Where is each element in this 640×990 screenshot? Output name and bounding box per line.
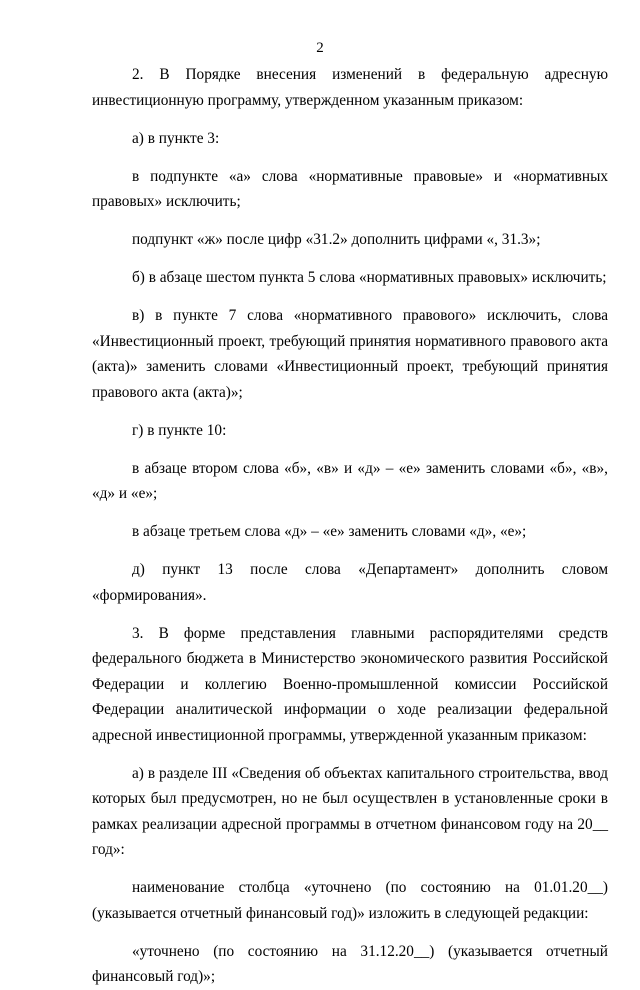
- paragraph-subpoint-zh: подпункт «ж» после цифр «31.2» дополнить цифрами «, 31.3»;: [132, 231, 541, 248]
- paragraph-subpoint-a: в подпункте «а» слова «нормативные правовые» и «нормативных правовых» исключить;: [92, 167, 608, 210]
- paragraph-sub-a-point-3: а) в пункте 3:: [132, 129, 220, 147]
- paragraph-second-abzac: в абзаце втором слова «б», «в» и «д» – «е» заменить словами «б», «в», «д» и «е»;: [92, 459, 608, 502]
- page-number: 2: [316, 40, 324, 56]
- paragraph-sub-g: г) в пункте 10:: [132, 421, 227, 439]
- paragraph-sub-b: б) в абзаце шестом пункта 5 слова «нормативных правовых» исключить;: [132, 269, 607, 286]
- paragraph-new-wording: «уточнено (по состоянию на 31.12.20__) (указывается отчетный финансовый год)»;: [92, 942, 608, 985]
- paragraph-section-iii: а) в разделе III «Сведения об объектах капитального строительства, ввод которых был предусмотрен, но не был осуществлен в установленные сроки в рамках реализации адресной программы в отчетном финансовом году на 20__ год»:: [92, 764, 608, 858]
- paragraph-sub-v: в) в пункте 7 слова «нормативного правового» исключить, слова «Инвестиционный проект, требующий принятия нормативного правового акта (акта)» заменить словами «Инвестиционный проект, требующий принятия правового акта (акта)»;: [92, 307, 608, 401]
- paragraph-item-3: 3. В форме представления главными распорядителями средств федерального бюджета в Министерство экономического развития Российской Федерации и коллегию Военно-промышленной комиссии Российской Федерации аналитической информации о ходе реализации федеральной адресной инвестиционной программы, утвержденной указанным приказом:: [92, 624, 608, 744]
- paragraph-sub-d: д) пункт 13 после слова «Департамент» дополнить словом «формирования».: [92, 561, 608, 604]
- paragraph-third-abzac: в абзаце третьем слова «д» – «е» заменить словами «д», «е»;: [132, 523, 527, 540]
- paragraph-column-name: наименование столбца «уточнено (по состоянию на 01.01.20__) (указывается отчетный финансовый год)» изложить в следующей редакции:: [92, 879, 608, 922]
- paragraph-item-2: 2. В Порядке внесения изменений в федеральную адресную инвестиционную программу, утвержденном указанным приказом:: [92, 66, 608, 109]
- document-body: [92, 62, 608, 990]
